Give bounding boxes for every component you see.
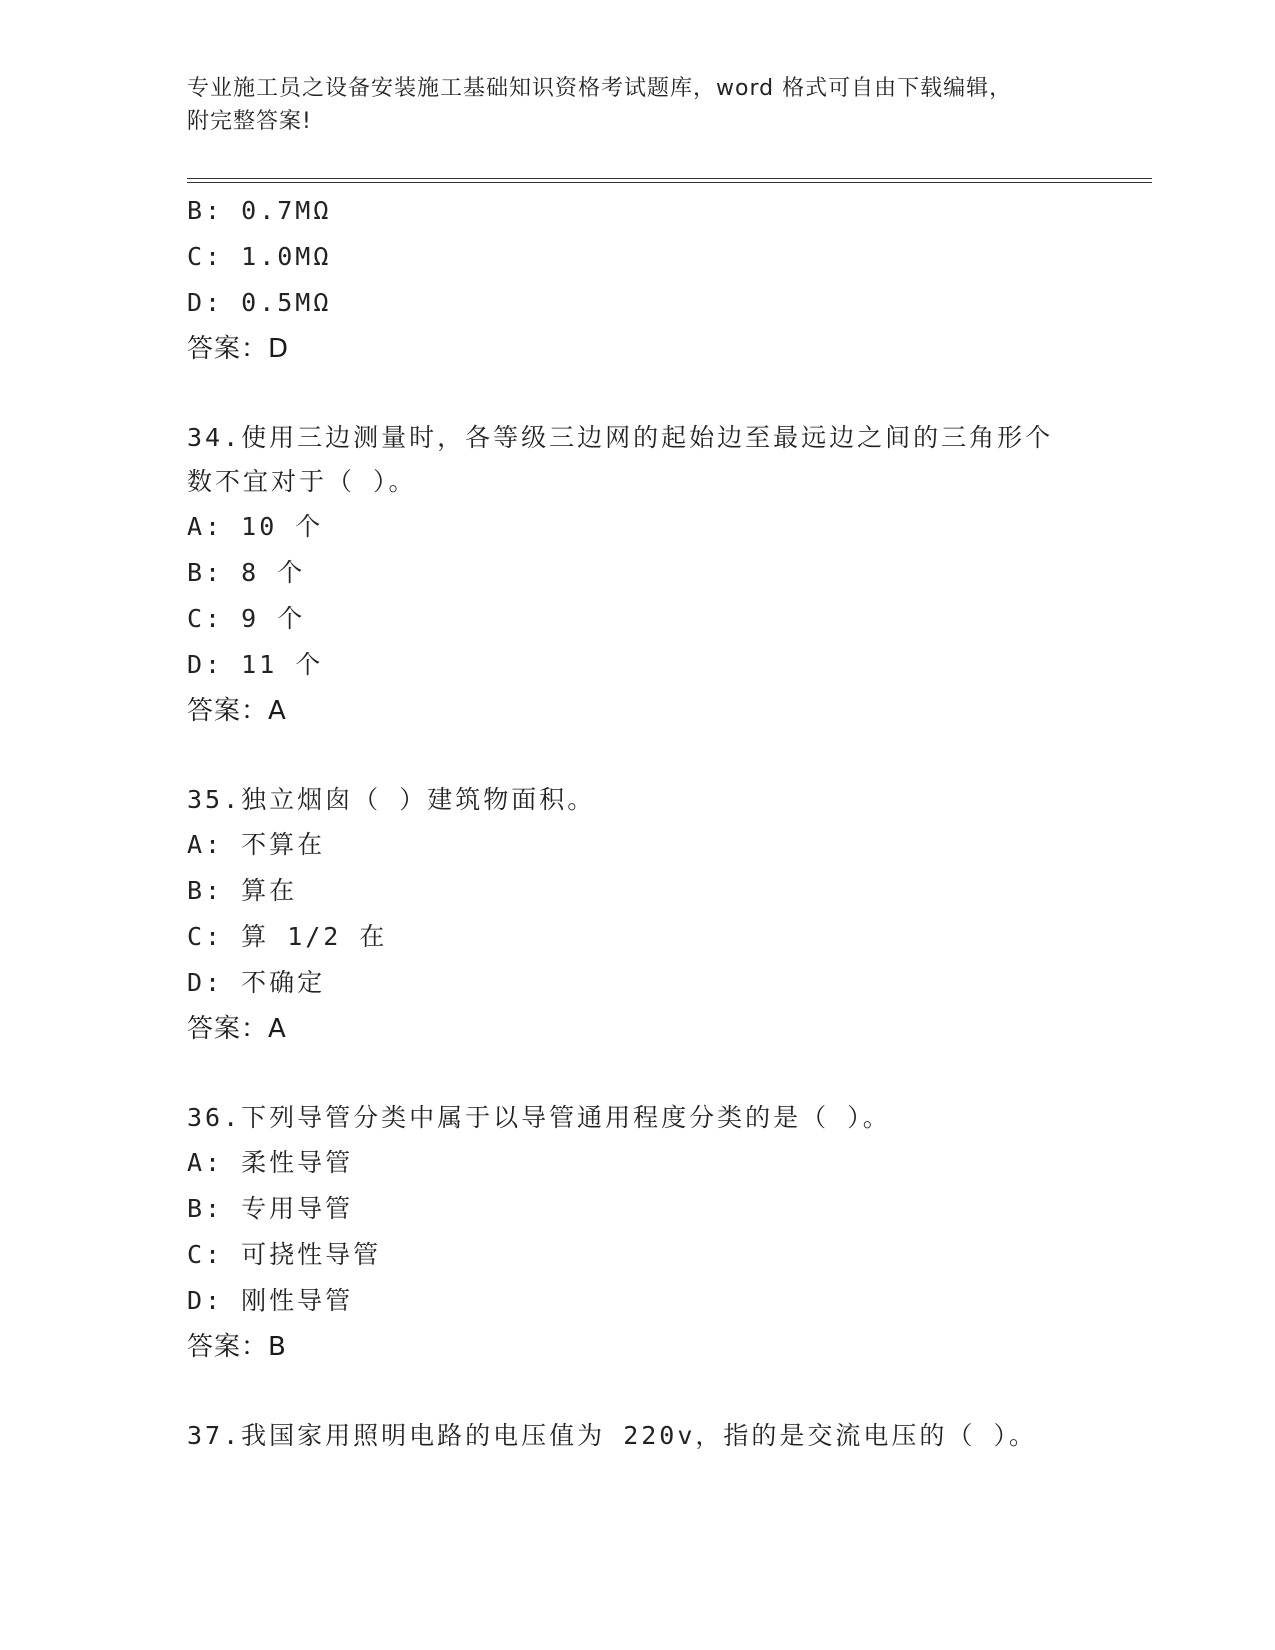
option-b: B: 0.7MΩ: [187, 196, 332, 225]
question-34: [187, 416, 1137, 734]
answer: 答案：A: [187, 1014, 287, 1044]
option-c: C: 9 个: [187, 604, 306, 633]
question-text: 35.独立烟囱（ ）建筑物面积。: [187, 785, 596, 814]
option-c: C: 1.0MΩ: [187, 242, 332, 271]
option-a: A: 柔性导管: [187, 1148, 354, 1177]
answer: 答案：D: [187, 334, 290, 364]
option-d: D: 刚性导管: [187, 1286, 354, 1315]
header-line-2: 附完整答案!: [187, 109, 312, 134]
header-divider: [187, 178, 1152, 183]
question-text-line-1: 34.使用三边测量时，各等级三边网的起始边至最远边之间的三角形个: [187, 423, 1054, 452]
option-b: B: 专用导管: [187, 1194, 354, 1223]
document-header: [187, 72, 1087, 138]
question-text: 37.我国家用照明电路的电压值为 220v，指的是交流电压的（ ）。: [187, 1421, 1037, 1450]
option-b: B: 8 个: [187, 558, 306, 587]
question-33: [187, 188, 1137, 372]
option-d: D: 不确定: [187, 968, 326, 997]
question-37: [187, 1414, 1137, 1458]
option-c: C: 可挠性导管: [187, 1240, 382, 1269]
option-a: A: 不算在: [187, 830, 326, 859]
option-c: C: 算 1/2 在: [187, 922, 388, 951]
answer: 答案：A: [187, 696, 287, 726]
question-35: [187, 778, 1137, 1052]
question-text-line-2: 数不宜对于（ ）。: [187, 467, 417, 496]
header-line-1: 专业施工员之设备安装施工基础知识资格考试题库，word 格式可自由下载编辑，: [187, 76, 1013, 101]
option-b: B: 算在: [187, 876, 298, 905]
option-d: D: 11 个: [187, 650, 324, 679]
answer: 答案：B: [187, 1332, 287, 1362]
question-36: [187, 1096, 1137, 1370]
option-d: D: 0.5MΩ: [187, 288, 332, 317]
question-list: [187, 188, 1137, 1458]
question-text: 36.下列导管分类中属于以导管通用程度分类的是（ ）。: [187, 1103, 891, 1132]
option-a: A: 10 个: [187, 512, 324, 541]
